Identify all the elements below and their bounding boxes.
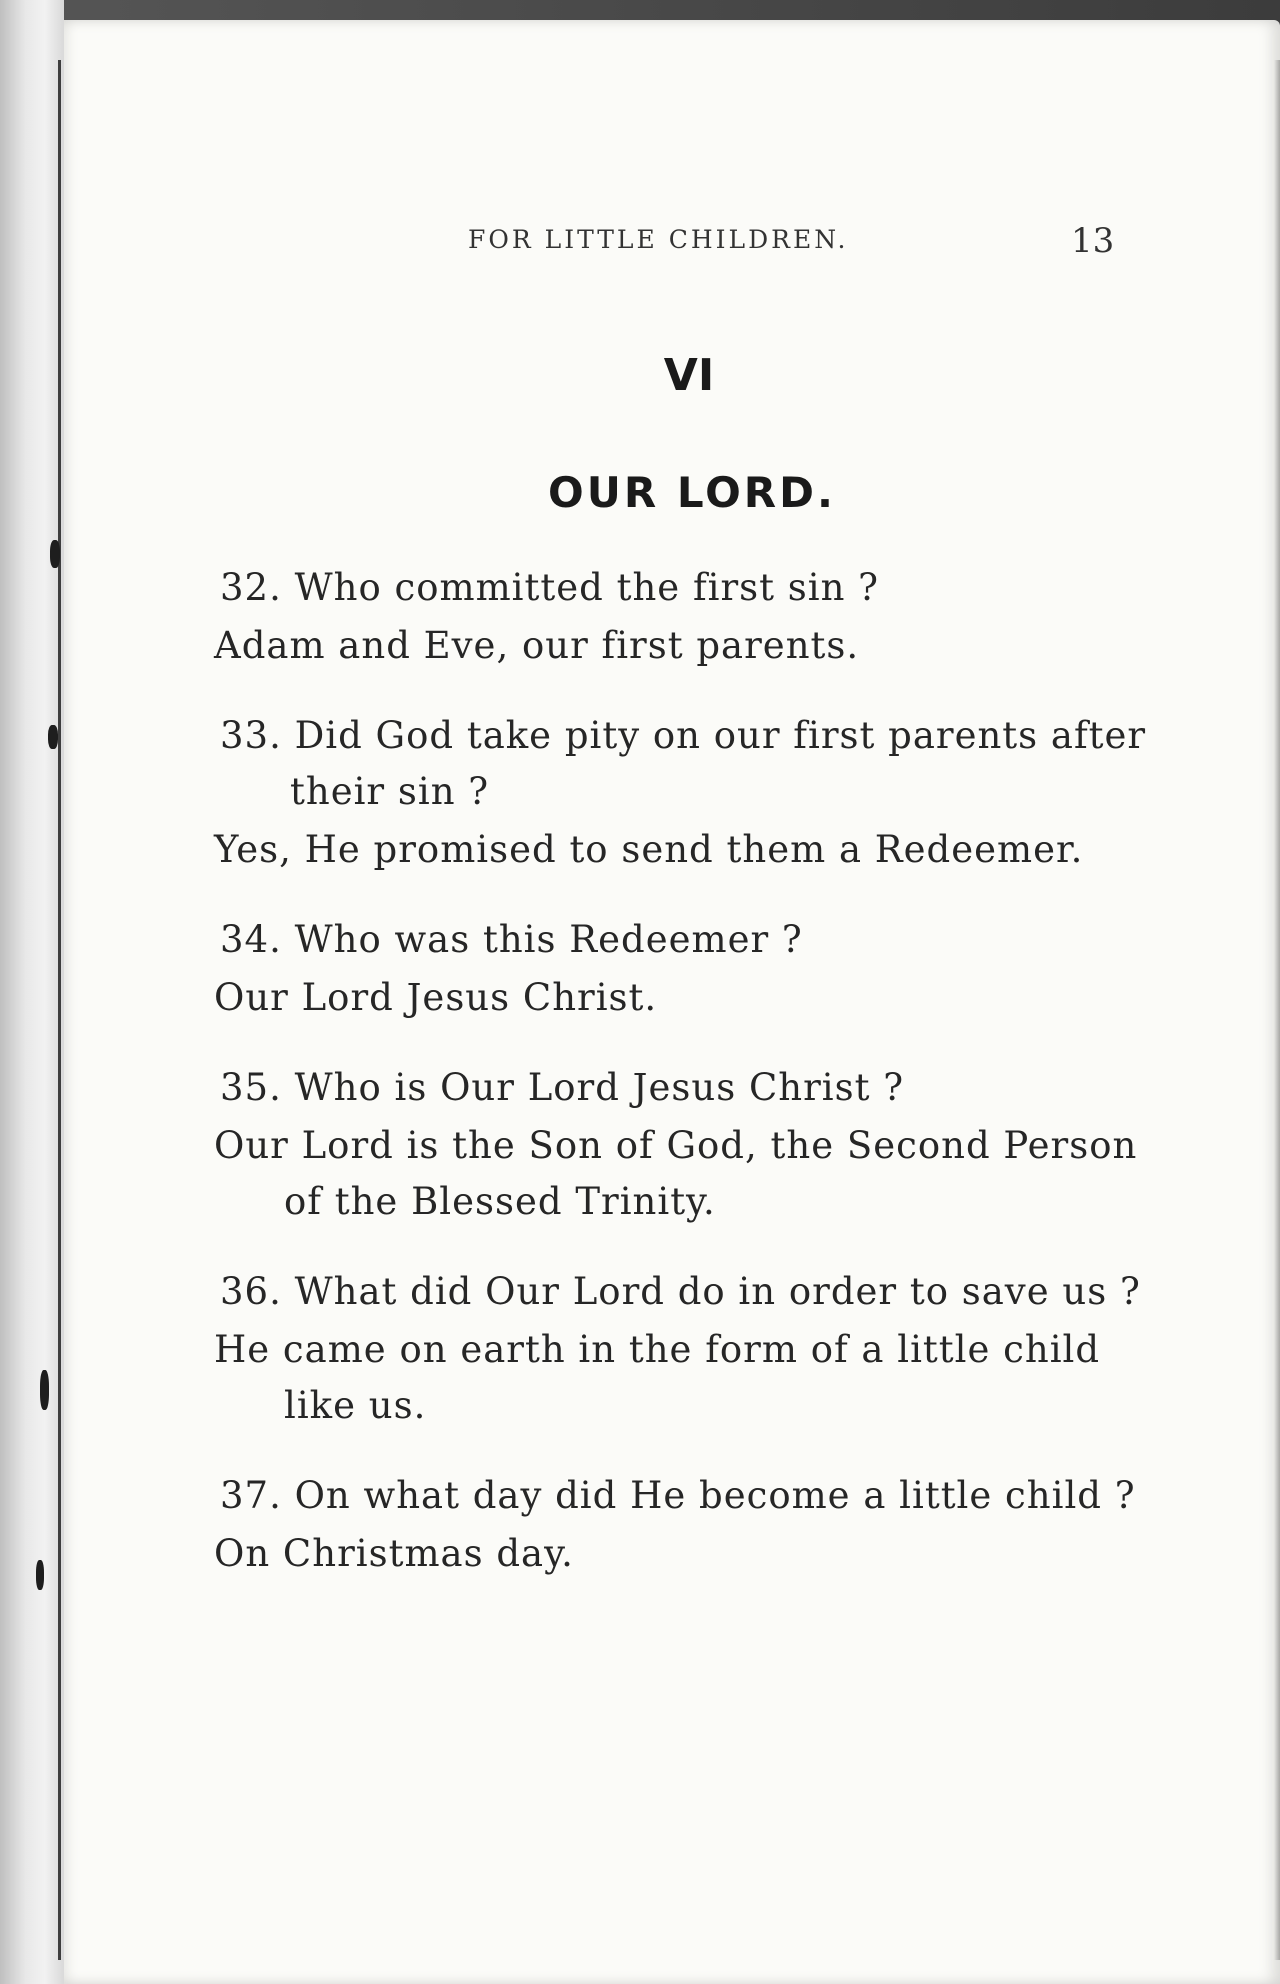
qa-item-35: [214, 1060, 1174, 1230]
answer: Our Lord Jesus Christ.: [214, 976, 658, 1019]
question: 33. Did God take pity on our first parents after their sin ?: [220, 714, 1147, 813]
book-gutter: [58, 60, 61, 1960]
question: 32. Who committed the first sin ?: [220, 566, 880, 609]
question: 37. On what day did He become a little child ?: [220, 1474, 1136, 1517]
facing-page-edge: [0, 0, 64, 1984]
qa-item-33: [214, 708, 1174, 878]
question: 35. Who is Our Lord Jesus Christ ?: [220, 1066, 905, 1109]
running-head: [64, 221, 1280, 265]
binding-mark: [50, 540, 60, 568]
page-number: 13: [1071, 221, 1115, 261]
catechism-list: [214, 560, 1174, 1582]
qa-item-32: [214, 560, 1174, 674]
answer: Yes, He promised to send them a Redeemer.: [214, 828, 1084, 871]
question: 34. Who was this Redeemer ?: [220, 918, 803, 961]
chapter-title: OUR LORD.: [548, 468, 836, 517]
binding-mark: [48, 725, 58, 749]
question: 36. What did Our Lord do in order to save us ?: [220, 1270, 1141, 1313]
qa-item-37: [214, 1468, 1174, 1582]
binding-mark: [36, 1560, 44, 1590]
answer: On Christmas day.: [214, 1532, 574, 1575]
book-page: [64, 20, 1280, 1984]
answer: Our Lord is the Son of God, the Second Person of the Blessed Trinity.: [214, 1124, 1138, 1223]
qa-item-36: [214, 1264, 1174, 1434]
running-title: FOR LITTLE CHILDREN.: [468, 225, 849, 254]
answer: He came on earth in the form of a little child like us.: [214, 1328, 1101, 1427]
binding-mark: [40, 1370, 49, 1410]
qa-item-34: [214, 912, 1174, 1026]
chapter-number: VI: [663, 350, 715, 401]
answer: Adam and Eve, our first parents.: [214, 624, 860, 667]
